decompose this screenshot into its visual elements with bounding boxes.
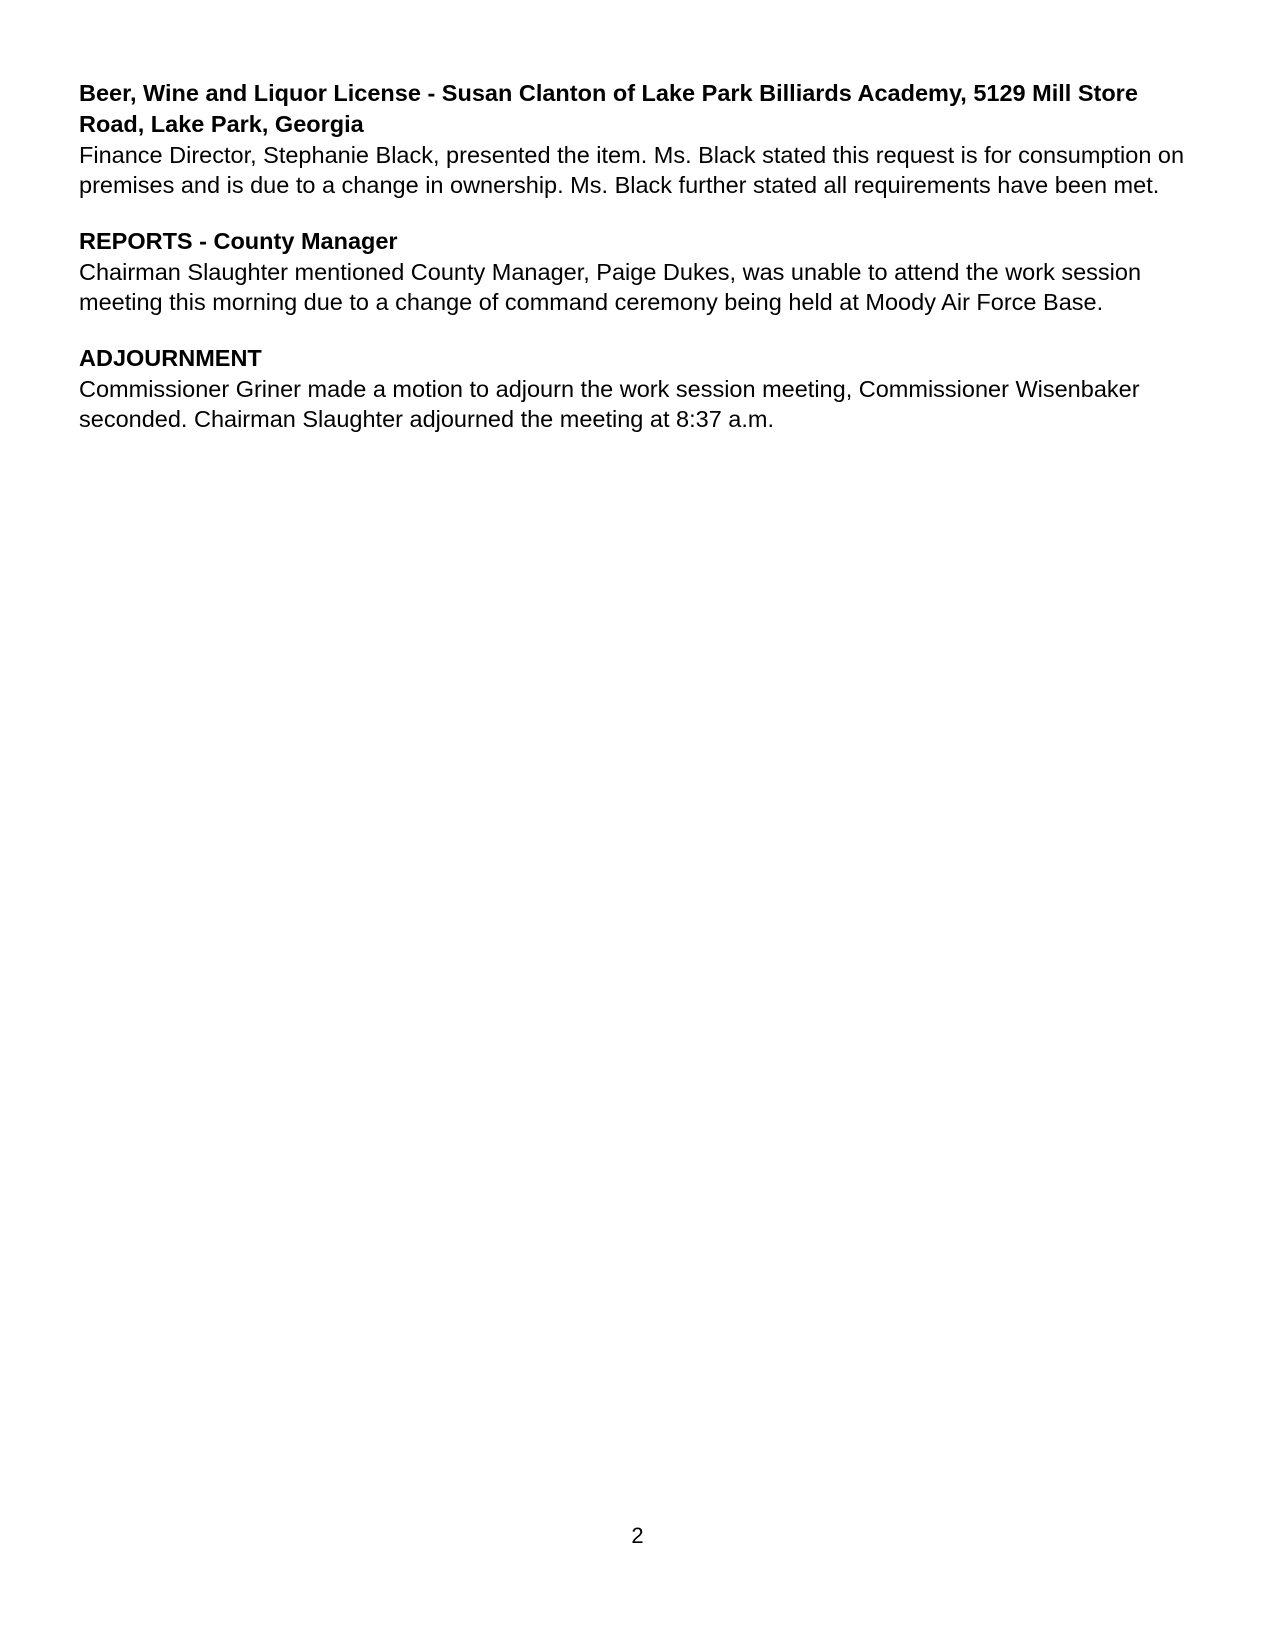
- section-body: Commissioner Griner made a motion to adjourn the work session meeting, Commissioner Wisenbaker seconded. Chairman Slaughter adjourned the meeting at 8:37 a.m.: [79, 376, 1140, 432]
- document-page: [79, 78, 1192, 460]
- section-body: Chairman Slaughter mentioned County Manager, Paige Dukes, was unable to attend the work session meeting this morning due to a change of command ceremony being held at Moody Air Force Base.: [79, 259, 1142, 315]
- section-adjournment: [79, 343, 1192, 434]
- section-reports-county-manager: [79, 226, 1192, 317]
- section-body: Finance Director, Stephanie Black, presented the item. Ms. Black stated this request is for consumption on premises and is due to a change in ownership. Ms. Black further stated all requirements have been met.: [79, 142, 1185, 198]
- section-heading: Beer, Wine and Liquor License - Susan Clanton of Lake Park Billiards Academy, 5129 Mill Store Road, Lake Park, Georgia: [79, 80, 1138, 137]
- section-heading: REPORTS - County Manager: [79, 228, 398, 254]
- section-liquor-license: [79, 78, 1192, 200]
- section-heading: ADJOURNMENT: [79, 345, 262, 371]
- page-number: 2: [631, 1523, 644, 1548]
